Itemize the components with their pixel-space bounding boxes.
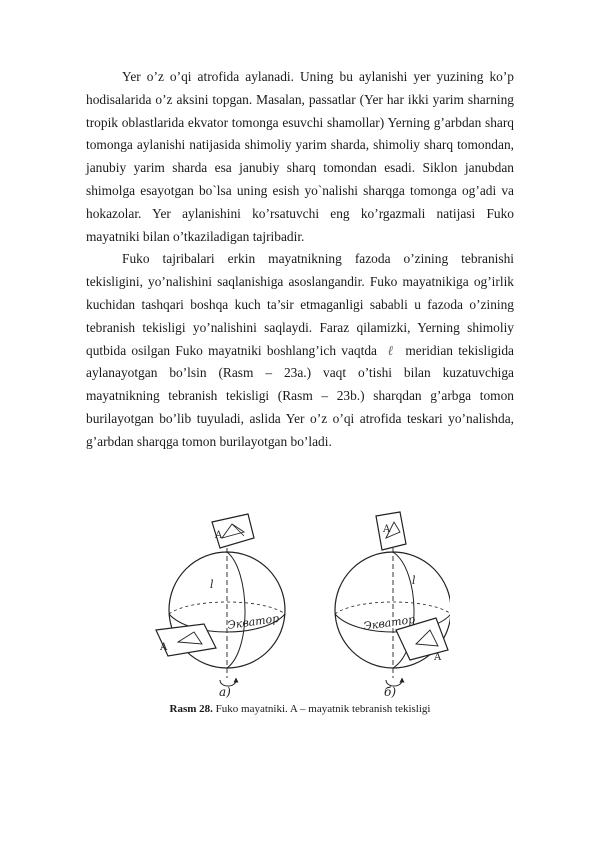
globe-b-equator-label: Экватор xyxy=(362,612,416,633)
paragraph-1: Yer o’z o’qi atrofida aylanadi. Uning bu aylanishi yer yuzining ko’p hodisalarida o’z aksini topgan. Masalan, passatlar (Yer har ikki yarim sharning tropik oblastlarida ekvator tomonga esuvchi shamollar) Yerning g’arbdan sharq tomonga aylanishi natijasida shimoliy yarim sharda, shimoliy sharq tomondan, janubiy yarim sharda esa janubiy sharq tomondan esadi. Siklon janubdan shimolga esayotgan bo`lsa uning esish yo`nalishi sharqga tomonga og’adi va hokazolar. Yer aylanishini ko’rsatuvchi eng ko’rgazmali natijasi Fuko mayatniki bilan o’tkaziladigan tajribadir. xyxy=(86,69,514,244)
globe-a-plane-label-top: A xyxy=(215,530,223,541)
figure-caption xyxy=(0,703,600,715)
globe-b-meridian-label: l xyxy=(412,574,416,587)
foucault-pendulum-figure xyxy=(150,510,450,700)
paragraph-2 xyxy=(86,248,514,453)
paragraph-2-text-before: Fuko tajribalari erkin mayatnikning fazoda o’zining tebranishi tekisligini, yo’nalishini saqlanishiga asoslangandir. Fuko mayatnikiga og’irlik kuchidan tashqari boshqa kuch ta’sir etmaganligi sababli u fazoda o’zining tebranish tekisligi yo’nalishini saqlaydi. Faraz qilamizki, Yerning shimoliy qutbida osilgan Fuko mayatniki boshlang’ich vaqtda xyxy=(86,251,514,358)
globe-b xyxy=(335,512,450,686)
globe-b-plane-label-top: A xyxy=(383,524,391,535)
globe-a-equator-label: Экватор xyxy=(226,611,280,632)
paragraph-2-text-after: meridian tekisligida aylanayotgan bo’lsin (Rasm – 23a.) vaqt o’tishi bilan kuzatuvchiga mayatnikning tebranish tekisligi (Rasm – 23b.) sharqdan g’arbga tomon burilayotgan bo’lib tuyuladi, aslida Yer o’z o’qi atrofida teskari yo’nalishda, g’arbdan sharqga tomon burilayotgan bo’ladi. xyxy=(86,342,514,449)
meridian-symbol: ℓ xyxy=(387,342,395,358)
body-text xyxy=(86,66,514,454)
caption-label: Rasm 28. xyxy=(169,703,213,715)
globe-a-plane-label: A xyxy=(160,642,168,653)
globe-a-sublabel: a) xyxy=(219,685,231,699)
globe-a-meridian-label: l xyxy=(210,578,214,591)
globe-b-sublabel: б) xyxy=(384,685,397,699)
caption-text: Fuko mayatniki. A – mayatnik tebranish tekisligi xyxy=(215,703,431,715)
globe-b-plane-label: A xyxy=(434,652,442,663)
